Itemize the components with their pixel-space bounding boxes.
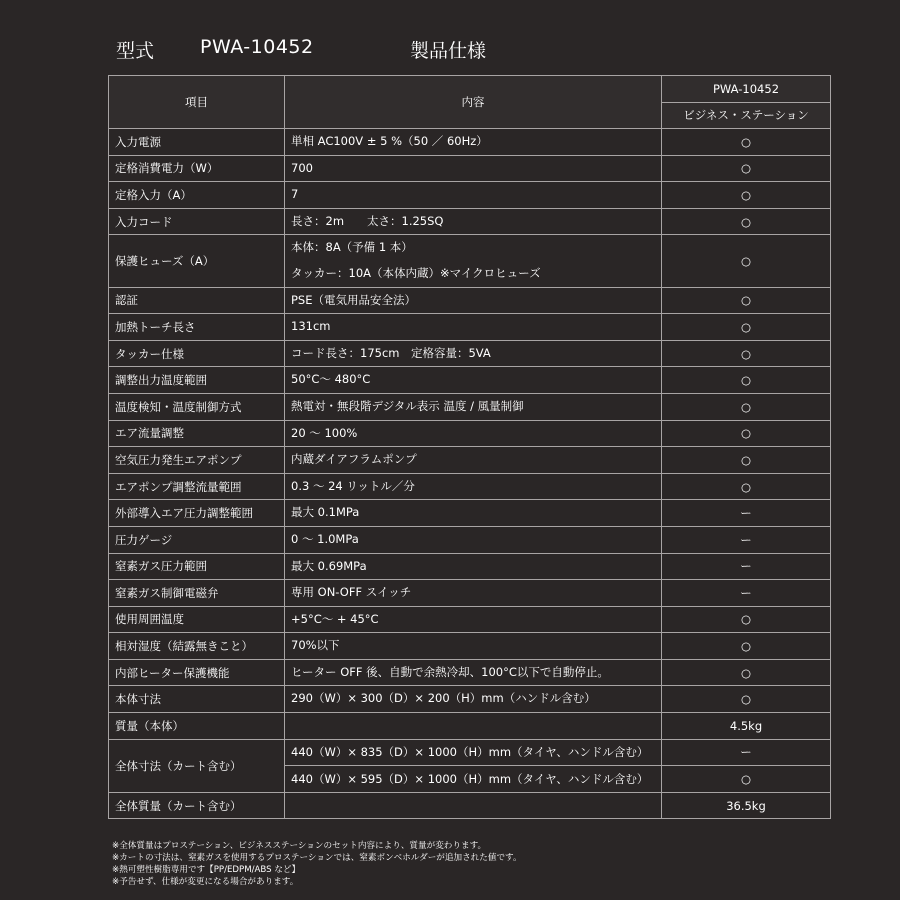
spec-row-weight xyxy=(109,713,831,740)
support-mark: ○ xyxy=(662,606,831,633)
page-title: 製品仕様 xyxy=(410,40,487,62)
support-mark: ○ xyxy=(662,208,831,235)
support-mark: ○ xyxy=(662,633,831,660)
spec-table xyxy=(108,75,831,819)
spec-content-line: 290（W）× 300（D）× 200（H）mm（ハンドル含む） xyxy=(291,691,596,706)
support-mark: ○ xyxy=(662,235,831,287)
spec-row xyxy=(109,580,831,607)
spec-item: 使用周囲温度 xyxy=(109,606,285,633)
note-line: ※カートの寸法は、窒素ガスを使用するプロステーションでは、窒素ボンベホルダーが追加された値です。 xyxy=(112,853,522,863)
spec-content xyxy=(285,235,662,287)
spec-content xyxy=(285,500,662,527)
support-mark: ○ xyxy=(662,314,831,341)
spec-row xyxy=(109,473,831,500)
spec-content-line: 700 xyxy=(291,160,313,175)
spec-content xyxy=(285,129,662,156)
spec-content xyxy=(285,792,662,819)
spec-item: 保護ヒューズ（A） xyxy=(109,235,285,287)
spec-content-line: 20 ～ 100% xyxy=(291,425,358,440)
support-mark: ー xyxy=(662,553,831,580)
spec-item: 定格消費電力（W） xyxy=(109,155,285,182)
support-mark: 4.5kg xyxy=(662,713,831,740)
support-mark: ○ xyxy=(662,659,831,686)
spec-content xyxy=(285,287,662,314)
spec-content-line: 単相 AC100V ± 5 %（50 ／ 60Hz） xyxy=(291,134,488,148)
spec-item: 調整出力温度範囲 xyxy=(109,367,285,394)
support-mark: ー xyxy=(662,739,831,766)
spec-body xyxy=(109,129,831,819)
support-mark: ー xyxy=(662,500,831,527)
spec-row xyxy=(109,659,831,686)
spec-content xyxy=(285,340,662,367)
spec-content-line: +5°C～ + 45°C xyxy=(291,611,379,626)
spec-item: 窒素ガス圧力範囲 xyxy=(109,553,285,580)
spec-item: 窒素ガス制御電磁弁 xyxy=(109,580,285,607)
spec-content xyxy=(285,367,662,394)
spec-item: 定格入力（A） xyxy=(109,182,285,209)
header-model: PWA-10452 xyxy=(662,76,831,103)
spec-content-line: 専用 ON-OFF スイッチ xyxy=(291,585,412,600)
spec-content-line: 最大 0.69MPa xyxy=(291,558,367,573)
spec-content-line: PSE（電気用品安全法） xyxy=(291,292,416,307)
notes xyxy=(112,840,522,888)
spec-row xyxy=(109,686,831,713)
spec-row-total-weight xyxy=(109,792,831,819)
spec-item: 温度検知・温度制御方式 xyxy=(109,393,285,420)
spec-content xyxy=(285,393,662,420)
model-label: 型式 xyxy=(116,40,155,62)
spec-content-line: 70%以下 xyxy=(291,638,340,653)
spec-content xyxy=(285,420,662,447)
spec-item: 圧力ゲージ xyxy=(109,526,285,553)
note-line: ※全体質量はプロステーション、ビジネスステーションのセット内容により、質量が変わります。 xyxy=(112,841,487,851)
spec-content-line: 0.3 ～ 24 リットル／分 xyxy=(291,478,415,493)
spec-content xyxy=(285,447,662,474)
support-mark: ○ xyxy=(662,473,831,500)
spec-row xyxy=(109,235,831,287)
support-mark: ○ xyxy=(662,155,831,182)
spec-item: 質量（本体） xyxy=(109,713,285,740)
spec-row xyxy=(109,155,831,182)
spec-item: 入力電源 xyxy=(109,129,285,156)
support-mark: 36.5kg xyxy=(662,792,831,819)
spec-content xyxy=(285,659,662,686)
spec-content-line: 7 xyxy=(291,187,299,202)
spec-row xyxy=(109,340,831,367)
spec-item: 空気圧力発生エアポンプ xyxy=(109,447,285,474)
spec-content xyxy=(285,633,662,660)
support-mark: ○ xyxy=(662,766,831,793)
support-mark: ○ xyxy=(662,420,831,447)
spec-item: 全体質量（カート含む） xyxy=(109,792,285,819)
spec-content xyxy=(285,314,662,341)
spec-item: 外部導入エア圧力調整範囲 xyxy=(109,500,285,527)
spec-row xyxy=(109,553,831,580)
spec-item: エア流量調整 xyxy=(109,420,285,447)
spec-content-line: コード長さ：175cm 定格容量：5VA xyxy=(291,345,491,360)
spec-content-line: 内蔵ダイアフラムポンプ xyxy=(291,452,417,467)
spec-item: 加熱トーチ長さ xyxy=(109,314,285,341)
spec-row xyxy=(109,129,831,156)
spec-item: 全体寸法（カート含む） xyxy=(109,739,285,792)
model-value: PWA-10452 xyxy=(200,36,314,58)
spec-content-line: 熱電対・無段階デジタル表示 温度 / 風量制御 xyxy=(291,398,524,413)
header-content: 内容 xyxy=(285,76,662,129)
header-variant: ビジネス・ステーション xyxy=(662,102,831,129)
spec-row xyxy=(109,526,831,553)
spec-content xyxy=(285,155,662,182)
spec-item: 入力コード xyxy=(109,208,285,235)
spec-content-line: 50°C～ 480°C xyxy=(291,372,371,387)
spec-content-line: タッカー：10A（本体内蔵）※マイクロヒューズ xyxy=(291,265,541,280)
spec-row xyxy=(109,420,831,447)
spec-content-line: 長さ：2m 太さ：1.25SQ xyxy=(291,213,444,228)
spec-item: 本体寸法 xyxy=(109,686,285,713)
spec-row xyxy=(109,208,831,235)
support-mark: ー xyxy=(662,526,831,553)
header xyxy=(0,36,900,66)
spec-item: タッカー仕様 xyxy=(109,340,285,367)
spec-content xyxy=(285,713,662,740)
spec-content-line: 最大 0.1MPa xyxy=(291,505,360,520)
support-mark: ○ xyxy=(662,393,831,420)
spec-row xyxy=(109,393,831,420)
spec-content-line: 0 ～ 1.0MPa xyxy=(291,531,359,546)
support-mark: ○ xyxy=(662,182,831,209)
note-line: ※予告せず、仕様が変更になる場合があります。 xyxy=(112,877,299,887)
spec-content: 440（W）× 835（D）× 1000（H）mm（タイヤ、ハンドル含む） xyxy=(285,739,662,766)
spec-content xyxy=(285,182,662,209)
spec-row xyxy=(109,182,831,209)
spec-row xyxy=(109,367,831,394)
support-mark: ○ xyxy=(662,367,831,394)
spec-content xyxy=(285,686,662,713)
spec-row xyxy=(109,606,831,633)
spec-content-line: 本体：8A（予備 1 本） xyxy=(291,240,413,255)
spec-content: 440（W）× 595（D）× 1000（H）mm（タイヤ、ハンドル含む） xyxy=(285,766,662,793)
spec-content xyxy=(285,473,662,500)
spec-row xyxy=(109,287,831,314)
spec-row xyxy=(109,633,831,660)
spec-row xyxy=(109,447,831,474)
spec-content-line: 131cm xyxy=(291,319,331,334)
support-mark: ○ xyxy=(662,287,831,314)
support-mark: ー xyxy=(662,580,831,607)
support-mark: ○ xyxy=(662,129,831,156)
header-item: 項目 xyxy=(109,76,285,129)
spec-row-total-size xyxy=(109,739,831,766)
spec-content xyxy=(285,580,662,607)
support-mark: ○ xyxy=(662,447,831,474)
spec-content xyxy=(285,208,662,235)
support-mark: ○ xyxy=(662,686,831,713)
spec-item: エアポンプ調整流量範囲 xyxy=(109,473,285,500)
spec-item: 認証 xyxy=(109,287,285,314)
spec-row xyxy=(109,500,831,527)
note-line: ※熱可塑性樹脂専用です【PP/EDPM/ABS など】 xyxy=(112,865,301,875)
support-mark: ○ xyxy=(662,340,831,367)
spec-content-line: ヒーター OFF 後、自動で余熱冷却、100°C以下で自動停止。 xyxy=(291,664,609,679)
spec-item: 内部ヒーター保護機能 xyxy=(109,659,285,686)
spec-row xyxy=(109,314,831,341)
spec-content xyxy=(285,606,662,633)
spec-content xyxy=(285,526,662,553)
spec-content xyxy=(285,553,662,580)
spec-item: 相対湿度（結露無きこと） xyxy=(109,633,285,660)
